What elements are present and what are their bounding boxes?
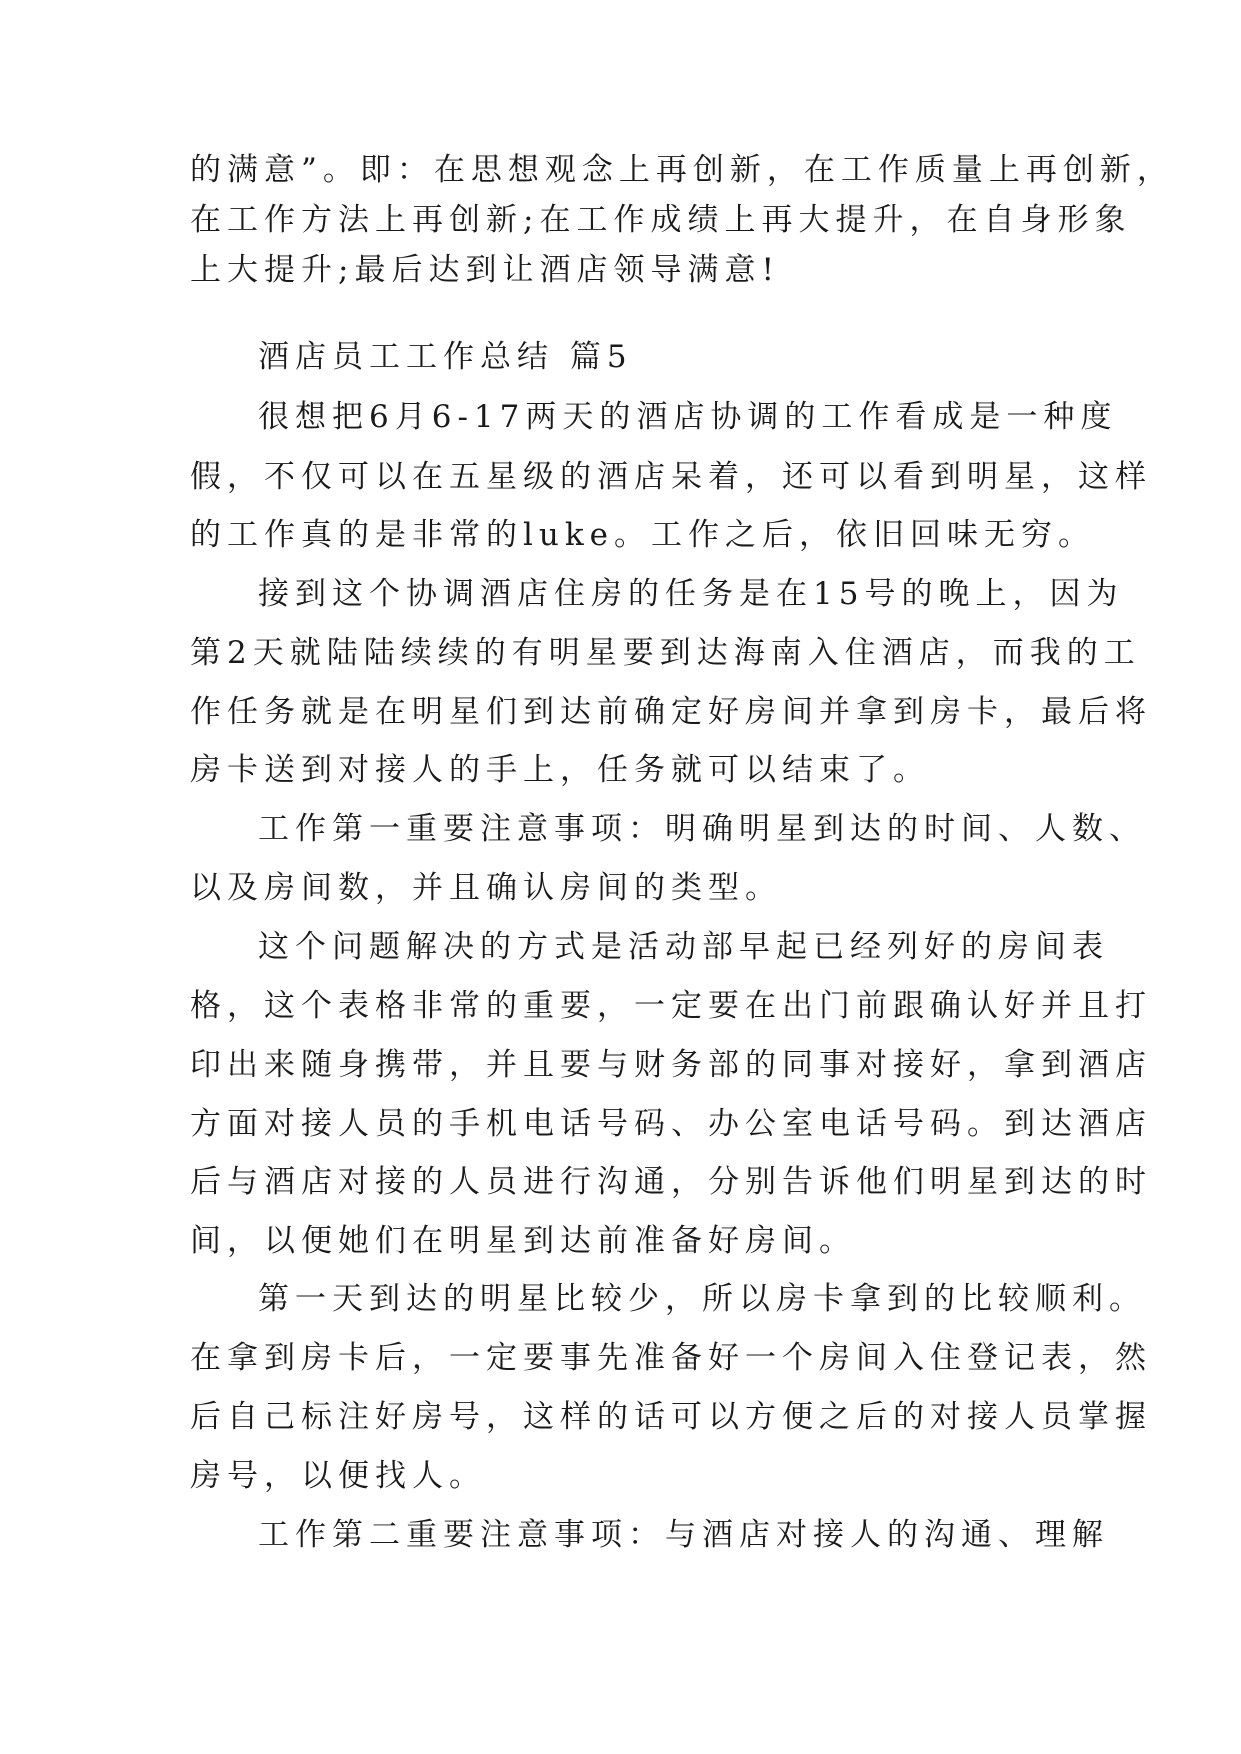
text-line: 第一天到达的明星比较少，所以房卡拿到的比较顺利。 [258,1281,1146,1317]
text-line: 印出来随身携带，并且要与财务部的同事对接好，拿到酒店 [190,1047,1152,1083]
text-line: 房卡送到对接人的手上，任务就可以结束了。 [190,752,930,788]
text-line: 房号，以便找人。 [190,1458,486,1494]
text-line: 作任务就是在明星们到达前确定好房间并拿到房卡，最后将 [190,694,1152,730]
text-line: 这个问题解决的方式是活动部早起已经列好的房间表 [258,929,1109,965]
section-heading: 酒店员工工作总结 篇5 [258,339,633,375]
text-line: 方面对接人员的手机电话号码、办公室电话号码。到达酒店 [190,1106,1152,1142]
text-line: 的工作真的是非常的luke。工作之后，依旧回味无穷。 [190,517,1096,553]
text-line: 接到这个协调酒店住房的任务是在15号的晚上，因为 [258,576,1124,612]
text-line: 很想把6月6-17两天的酒店协调的工作看成是一种度 [258,399,1118,435]
text-line: 在拿到房卡后，一定要事先准备好一个房间入住登记表，然 [190,1340,1152,1376]
text-line: 假，不仅可以在五星级的酒店呆着，还可以看到明星，这样 [190,459,1152,495]
text-line: 后自己标注好房号，这样的话可以方便之后的对接人员掌握 [190,1399,1152,1435]
text-line: 工作第二重要注意事项：与酒店对接人的沟通、理解 [258,1517,1109,1553]
text-line: 的满意”。即：在思想观念上再创新，在工作质量上再创新， [190,152,1174,188]
text-line: 以及房间数，并且确认房间的类型。 [190,870,782,906]
text-line: 间，以便她们在明星到达前准备好房间。 [190,1223,856,1259]
text-line: 工作第一重要注意事项：明确明星到达的时间、人数、 [258,811,1146,847]
text-line: 后与酒店对接的人员进行沟通，分别告诉他们明星到达的时 [190,1164,1152,1200]
text-line: 在工作方法上再创新;在工作成绩上再大提升，在自身形象 [190,202,1132,238]
text-line: 第2天就陆陆续续的有明星要到达海南入住酒店，而我的工 [190,635,1141,671]
text-line: 格，这个表格非常的重要，一定要在出门前跟确认好并且打 [190,988,1152,1024]
text-line: 上大提升;最后达到让酒店领导满意! [190,252,780,288]
